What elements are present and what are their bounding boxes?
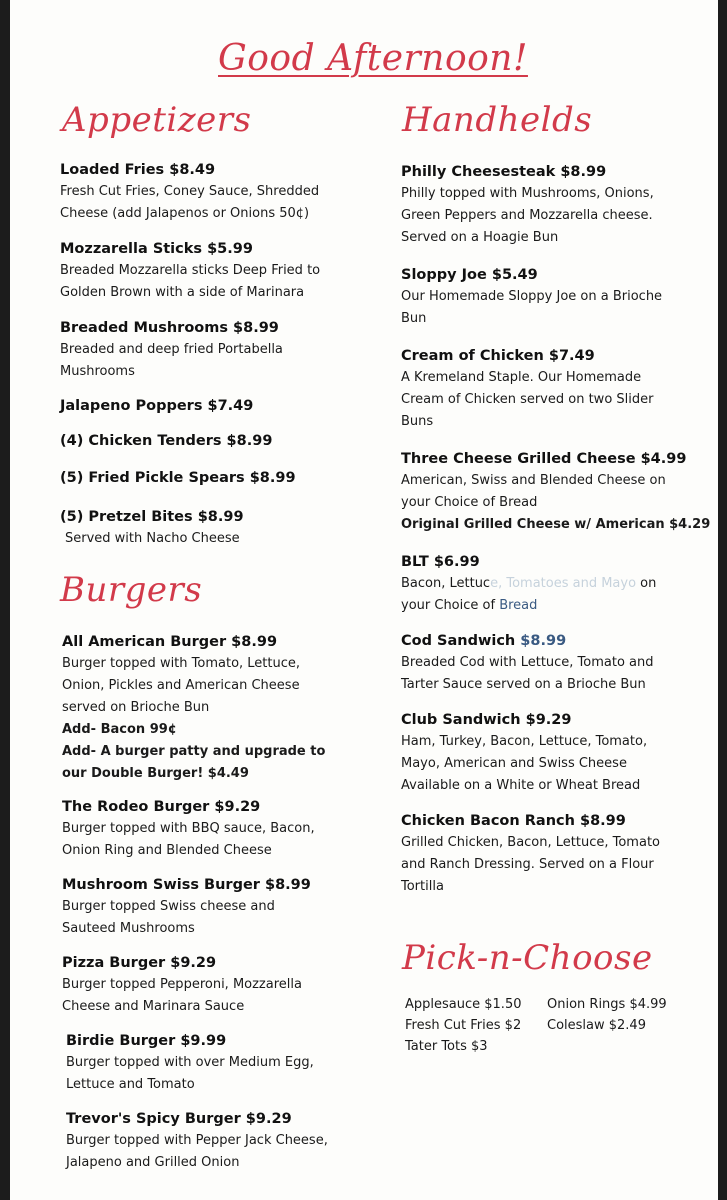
item-desc: Tortilla: [401, 879, 444, 894]
menu-page: [10, 0, 718, 1200]
menu-item: [62, 1109, 382, 1174]
item-desc: Breaded Mozzarella sticks Deep Fried to: [60, 263, 321, 278]
side-item: Fresh Cut Fries $2: [405, 1018, 522, 1033]
item-name: Cream of Chicken $7.49: [401, 348, 595, 364]
menu-item: [401, 811, 711, 898]
item-desc: Mayo, American and Swiss Cheese: [401, 756, 627, 771]
menu-item: [401, 631, 711, 696]
item-desc: served on Brioche Bun: [62, 700, 210, 715]
item-desc: [401, 573, 711, 595]
item-desc: Breaded and deep fried Portabella: [60, 342, 283, 357]
item-name: The Rodeo Burger $9.29: [62, 799, 261, 815]
item-name: Birdie Burger $9.99: [66, 1033, 227, 1049]
item-name: Mushroom Swiss Burger $8.99: [62, 877, 311, 893]
item-addon: Original Grilled Cheese w/ American $4.29: [401, 517, 711, 532]
item-desc: Green Peppers and Mozzarella cheese.: [401, 208, 653, 223]
item-desc: Burger topped with BBQ sauce, Bacon,: [62, 821, 315, 836]
item-desc: Golden Brown with a side of Marinara: [60, 285, 305, 300]
appetizers-heading: Appetizers: [62, 100, 252, 140]
item-name: Trevor's Spicy Burger $9.29: [66, 1111, 292, 1127]
appetizers-list: [60, 160, 380, 550]
item-desc: Grilled Chicken, Bacon, Lettuce, Tomato: [401, 835, 660, 850]
item-desc: your Choice of Bread: [401, 495, 538, 510]
item-addon: our Double Burger! $4.49: [62, 766, 249, 781]
handhelds-list: [401, 162, 711, 898]
menu-item: [60, 468, 380, 489]
desc-part: on: [636, 576, 657, 591]
side-item: Coleslaw $2.49: [547, 1018, 646, 1033]
item-name: Breaded Mushrooms $8.99: [60, 320, 279, 336]
item-desc: American, Swiss and Blended Cheese on: [401, 473, 666, 488]
item-name: (5) Pretzel Bites $8.99: [60, 509, 244, 525]
menu-item: [60, 396, 380, 417]
handhelds-heading: Handhelds: [402, 100, 593, 140]
item-name: Philly Cheesesteak $8.99: [401, 164, 607, 180]
menu-item: [401, 449, 711, 536]
menu-item: [401, 162, 711, 249]
item-name: BLT $6.99: [401, 554, 480, 570]
menu-item: [60, 160, 380, 225]
menu-item: [62, 797, 382, 862]
item-desc: Burger topped with over Medium Egg,: [66, 1055, 314, 1070]
item-price: $8.99: [520, 633, 567, 649]
item-desc: A Kremeland Staple. Our Homemade: [401, 370, 642, 385]
item-desc: Breaded Cod with Lettuce, Tomato and: [401, 655, 654, 670]
item-desc: Sauteed Mushrooms: [62, 921, 195, 936]
item-desc: Onion Ring and Blended Cheese: [62, 843, 272, 858]
item-desc: Burger topped Swiss cheese and: [62, 899, 275, 914]
item-name-text: Cod Sandwich: [401, 633, 521, 649]
pick-n-choose-list: [405, 994, 705, 1064]
item-desc: [401, 595, 711, 617]
item-desc: Jalapeno and Grilled Onion: [66, 1155, 240, 1170]
item-name: Jalapeno Poppers $7.49: [60, 398, 254, 414]
menu-item: [60, 239, 380, 304]
item-name: Sloppy Joe $5.49: [401, 267, 538, 283]
menu-item: [60, 431, 380, 452]
item-desc: Cheese (add Jalapenos or Onions 50¢): [60, 206, 310, 221]
item-desc: Mushrooms: [60, 364, 135, 379]
item-desc: and Ranch Dressing. Served on a Flour: [401, 857, 654, 872]
menu-item: [62, 1031, 382, 1096]
burgers-heading: Burgers: [60, 570, 203, 610]
item-addon: Add- Bacon 99¢: [62, 722, 177, 737]
desc-part: Bacon, Lettuc: [401, 576, 491, 591]
menu-item: [62, 632, 382, 785]
item-name: Loaded Fries $8.49: [60, 162, 216, 178]
item-desc: Lettuce and Tomato: [66, 1077, 195, 1092]
menu-item: [401, 346, 711, 433]
menu-item: [60, 507, 380, 550]
item-desc: Ham, Turkey, Bacon, Lettuce, Tomato,: [401, 734, 648, 749]
menu-item: [401, 265, 711, 330]
item-desc: Served with Nacho Cheese: [65, 531, 240, 546]
desc-part-faded: e, Tomatoes and Mayo: [490, 576, 637, 591]
item-name: Chicken Bacon Ranch $8.99: [401, 813, 626, 829]
side-item: Applesauce $1.50: [405, 997, 522, 1012]
item-desc: Burger topped with Tomato, Lettuce,: [62, 656, 301, 671]
item-name: Mozzarella Sticks $5.99: [60, 241, 253, 257]
menu-item: [401, 710, 711, 797]
item-desc: Burger topped with Pepper Jack Cheese,: [66, 1133, 328, 1148]
item-name: Pizza Burger $9.29: [62, 955, 217, 971]
item-desc: Buns: [401, 414, 434, 429]
item-desc: Fresh Cut Fries, Coney Sauce, Shredded: [60, 184, 320, 199]
item-name: (5) Fried Pickle Spears $8.99: [60, 470, 296, 486]
item-desc: Available on a White or Wheat Bread: [401, 778, 641, 793]
item-name: All American Burger $8.99: [62, 634, 278, 650]
item-addon: Add- A burger patty and upgrade to: [62, 744, 326, 759]
item-desc: Philly topped with Mushrooms, Onions,: [401, 186, 654, 201]
item-desc: Onion, Pickles and American Cheese: [62, 678, 300, 693]
menu-item: [62, 875, 382, 940]
side-item: Tater Tots $3: [405, 1039, 488, 1054]
desc-part: your Choice of: [401, 598, 500, 613]
item-desc: Burger topped Pepperoni, Mozzarella: [62, 977, 302, 992]
side-item: Onion Rings $4.99: [547, 997, 667, 1012]
item-desc: Served on a Hoagie Bun: [401, 230, 559, 245]
item-name: (4) Chicken Tenders $8.99: [60, 433, 273, 449]
item-name: Club Sandwich $9.29: [401, 712, 572, 728]
item-name: [401, 631, 711, 652]
menu-item: [401, 552, 711, 617]
greeting-heading: Good Afternoon!: [218, 38, 528, 79]
menu-item: [60, 318, 380, 383]
item-name: Three Cheese Grilled Cheese $4.99: [401, 451, 687, 467]
menu-item: [62, 953, 382, 1018]
desc-part-blue: Bread: [499, 598, 538, 613]
item-desc: Bun: [401, 311, 427, 326]
pick-n-choose-heading: Pick-n-Choose: [402, 938, 653, 978]
item-desc: Cream of Chicken served on two Slider: [401, 392, 654, 407]
item-desc: Tarter Sauce served on a Brioche Bun: [401, 677, 646, 692]
item-desc: Cheese and Marinara Sauce: [62, 999, 245, 1014]
item-desc: Our Homemade Sloppy Joe on a Brioche: [401, 289, 663, 304]
burgers-list: [62, 632, 382, 1174]
